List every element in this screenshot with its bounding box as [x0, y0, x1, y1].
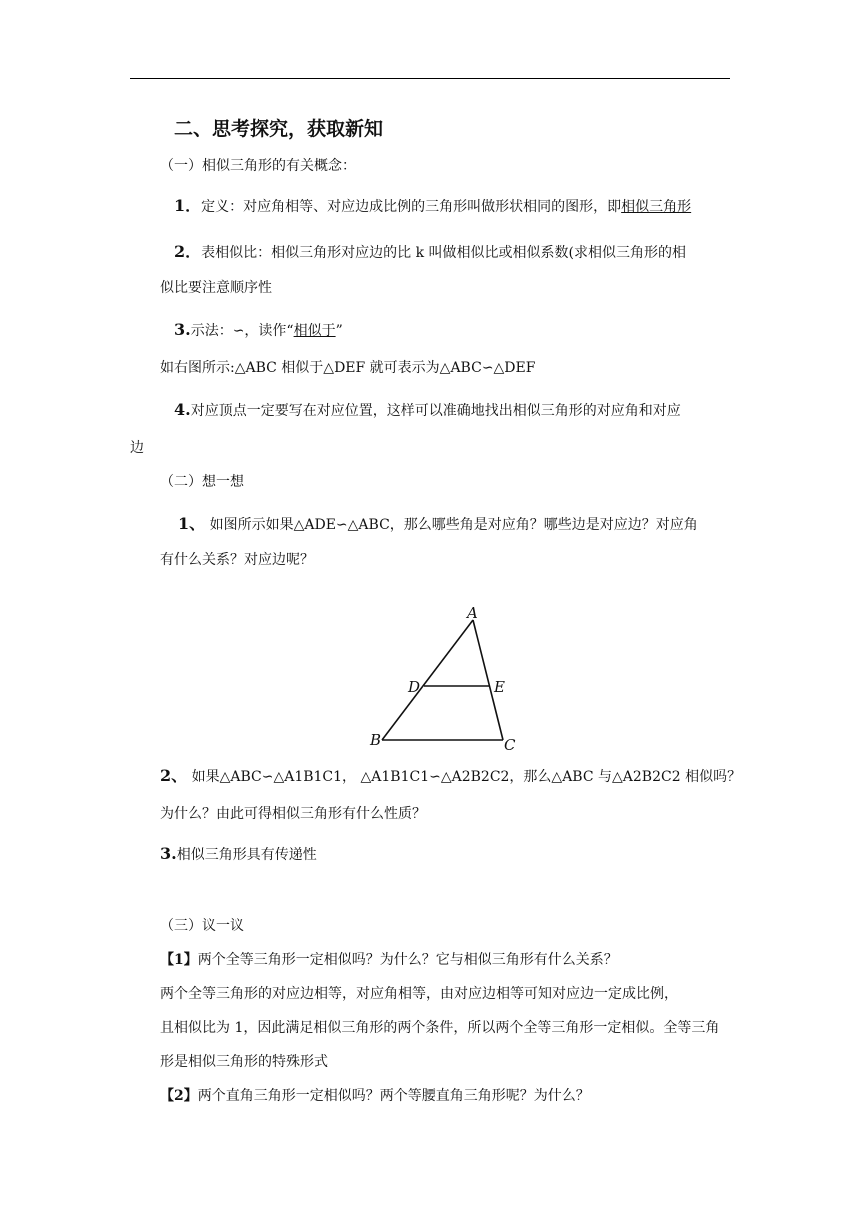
- label-B: B: [370, 731, 382, 749]
- item-text: 定义：对应角相等、对应边成比例的三角形叫做形状相同的图形，即: [201, 199, 622, 215]
- item-number: 3.: [174, 320, 191, 339]
- discussion-question-1: [160, 950, 618, 970]
- item-text: 两个全等三角形一定相似吗？为什么？它与相似三角形有什么关系？: [197, 952, 618, 968]
- subsection-title-3: （三）议一议: [160, 918, 244, 934]
- answer-line-3: 形是相似三角形的特殊形式: [160, 1054, 328, 1070]
- item-text: 如果△ABC∽△A1B1C1， △A1B1C1∽△A2B2C2，那么△ABC 与△A2B2C2 相似吗？: [187, 769, 742, 785]
- item-number: 3.: [160, 844, 177, 863]
- label-A: A: [467, 604, 478, 622]
- side-AB: [382, 620, 473, 740]
- subsection-title-1: （一）相似三角形的有关概念：: [160, 158, 356, 174]
- question-2-cont: 为什么？由此可得相似三角形有什么性质？: [160, 806, 426, 822]
- item-text: 示法：∽，读作“: [190, 323, 294, 339]
- answer-line-2: 且相似比为 1，因此满足相似三角形的两个条件，所以两个全等三角形一定相似。全等三角: [160, 1020, 720, 1036]
- subsection-title-2: （二）想一想: [160, 474, 244, 490]
- notation-item: [174, 320, 343, 341]
- discussion-question-2: [160, 1086, 590, 1106]
- label-D: D: [408, 678, 421, 696]
- item-number: 【1】: [160, 952, 198, 968]
- vertex-item: [174, 400, 681, 421]
- underlined-term: 相似于: [293, 323, 336, 339]
- item-number: 1．: [174, 196, 202, 215]
- section-heading: 二、思考探究，获取新知: [174, 118, 384, 140]
- transitivity-item: [160, 844, 317, 865]
- answer-line-1: 两个全等三角形的对应边相等，对应角相等，由对应边相等可知对应边一定成比例，: [160, 986, 678, 1002]
- question-1: [178, 514, 698, 535]
- triangle-figure: [360, 602, 530, 760]
- item-text-end: ”: [335, 323, 343, 339]
- item-number: 1、: [178, 514, 206, 533]
- definition-item: [174, 196, 691, 217]
- question-1-cont: 有什么关系？对应边呢？: [160, 552, 314, 568]
- item-text: 对应顶点一定要写在对应位置，这样可以准确地找出相似三角形的对应角和对应: [190, 403, 681, 419]
- item-number: 【2】: [160, 1088, 198, 1104]
- item-number: 2．: [174, 242, 202, 261]
- question-2: [160, 766, 741, 787]
- notation-example: 如右图所示:△ABC 相似于△DEF 就可表示为△ABC∽△DEF: [160, 360, 536, 376]
- item-number: 2、: [160, 766, 188, 785]
- ratio-item: [174, 242, 686, 263]
- header-rule: [130, 78, 730, 79]
- item-text: 表相似比：相似三角形对应边的比 k 叫做相似比或相似系数(求相似三角形的相: [201, 245, 686, 261]
- item-text: 相似三角形具有传递性: [176, 847, 317, 863]
- ratio-item-cont: 似比要注意顺序性: [160, 280, 272, 296]
- item-number: 4.: [174, 400, 191, 419]
- item-text: 两个直角三角形一定相似吗？两个等腰直角三角形呢？为什么？: [197, 1088, 590, 1104]
- item-text: 如图所示如果△ADE∽△ABC，那么哪些角是对应角？哪些边是对应边？对应角: [205, 517, 698, 533]
- vertex-item-cont: 边: [130, 440, 144, 456]
- underlined-term: 相似三角形: [621, 199, 692, 215]
- label-C: C: [504, 736, 516, 754]
- label-E: E: [494, 678, 505, 696]
